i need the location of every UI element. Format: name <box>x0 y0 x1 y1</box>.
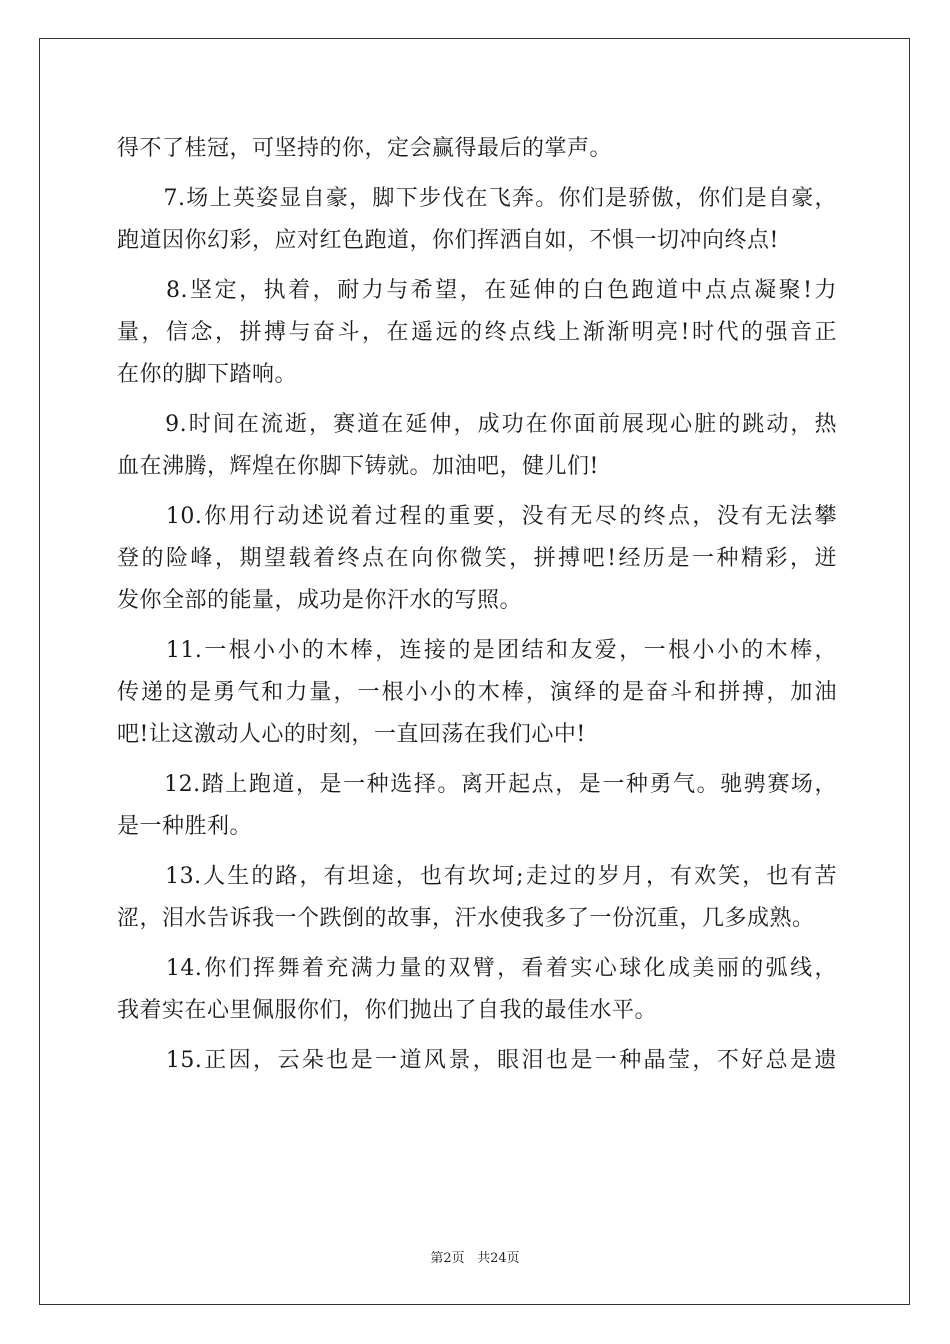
paragraph-gap <box>117 1032 837 1040</box>
page-number: 第2页 <box>430 1251 465 1266</box>
text-line: 吧!让这激动人心的时刻，一直回荡在我们心中! <box>117 722 586 747</box>
paragraph <box>117 178 837 262</box>
text-line: 我着实在心里佩服你们，你们抛出了自我的最佳水平。 <box>117 998 658 1023</box>
text-line: 血在沸腾，辉煌在你脚下铸就。加油吧，健儿们! <box>117 454 599 479</box>
text-line: 12.踏上跑道，是一种选择。离开起点，是一种勇气。驰骋赛场， <box>117 772 837 797</box>
paragraph-gap <box>117 396 837 404</box>
text-line: 发你全部的能量，成功是你汗水的写照。 <box>117 588 523 613</box>
paragraph <box>117 496 837 622</box>
paragraph <box>117 630 837 756</box>
text-line: 9.时间在流逝，赛道在延伸，成功在你面前展现心脏的跳动，热 <box>117 412 837 437</box>
paragraph-gap <box>117 488 837 496</box>
paragraph <box>117 404 837 488</box>
text-line: 量，信念，拼搏与奋斗，在遥远的终点线上渐渐明亮!时代的强音正 <box>117 320 837 345</box>
paragraph <box>117 270 837 396</box>
document-body <box>117 128 837 1082</box>
paragraph <box>117 764 837 848</box>
text-line: 8.坚定，执着，耐力与希望，在延伸的白色跑道中点点凝聚!力 <box>117 278 837 303</box>
paragraph <box>117 856 837 940</box>
text-line: 14.你们挥舞着充满力量的双臂，看着实心球化成美丽的弧线， <box>117 956 837 981</box>
text-line: 10.你用行动述说着过程的重要，没有无尽的终点，没有无法攀 <box>117 504 837 529</box>
text-line: 涩，泪水告诉我一个跌倒的故事，汗水使我多了一份沉重，几多成熟。 <box>117 906 815 931</box>
paragraph-gap <box>117 756 837 764</box>
text-line: 跑道因你幻彩，应对红色跑道，你们挥洒自如，不惧一切冲向终点! <box>117 228 779 253</box>
paragraph <box>117 128 837 170</box>
text-line: 传递的是勇气和力量，一根小小的木棒，演绎的是奋斗和拼搏，加油 <box>117 680 837 705</box>
paragraph <box>117 948 837 1032</box>
text-line: 13.人生的路，有坦途，也有坎坷;走过的岁月，有欢笑，也有苦 <box>117 864 837 889</box>
text-line: 在你的脚下踏响。 <box>117 362 298 387</box>
paragraph <box>117 1040 837 1082</box>
text-line: 15.正因，云朵也是一道风景，眼泪也是一种晶莹，不好总是遗 <box>117 1048 837 1073</box>
text-line: 得不了桂冠，可坚持的你，定会赢得最后的掌声。 <box>117 136 613 161</box>
text-line: 是一种胜利。 <box>117 814 253 839</box>
paragraph-gap <box>117 848 837 856</box>
page-footer <box>0 1247 950 1266</box>
text-line: 7.场上英姿显自豪，脚下步伐在飞奔。你们是骄傲，你们是自豪， <box>117 186 837 211</box>
paragraph-gap <box>117 262 837 270</box>
text-line: 11.一根小小的木棒，连接的是团结和友爱，一根小小的木棒， <box>117 638 837 663</box>
text-line: 登的险峰，期望载着终点在向你微笑，拼搏吧!经历是一种精彩，迸 <box>117 546 837 571</box>
paragraph-gap <box>117 170 837 178</box>
paragraph-gap <box>117 622 837 630</box>
paragraph-gap <box>117 940 837 948</box>
page-total: 共24页 <box>477 1251 520 1266</box>
